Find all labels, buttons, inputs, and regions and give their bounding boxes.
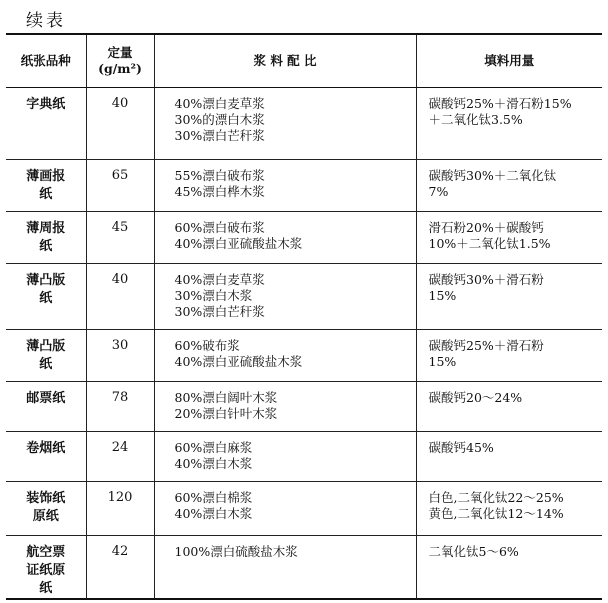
pulp-ratio-line: 30%漂白芒秆浆 — [174, 128, 265, 143]
filler-line: 白色,二氧化钛22～25% — [428, 490, 564, 505]
filler-cell — [416, 432, 602, 482]
weight-value: 40 — [111, 96, 129, 111]
filler-line: 碳酸钙20～24% — [428, 390, 523, 405]
paper-type-cell — [6, 264, 86, 330]
weight-cell — [86, 536, 154, 600]
pulp-ratio-line: 45%漂白桦木浆 — [174, 184, 265, 199]
paper-type-cell — [6, 482, 86, 536]
paper-type-text: 纸 — [39, 581, 53, 596]
filler-cell — [416, 536, 602, 600]
filler-cell — [416, 482, 602, 536]
pulp-ratio-line: 30%漂白木浆 — [174, 288, 253, 303]
weight-cell — [86, 88, 154, 160]
header-filler: 填料用量 — [416, 34, 602, 88]
header-quantitative-unit: (g/m²) — [98, 61, 142, 76]
weight-value: 42 — [111, 544, 129, 559]
pulp-ratio-cell — [154, 330, 416, 382]
paper-spec-table — [6, 33, 602, 600]
table-row — [6, 160, 602, 212]
weight-value: 40 — [111, 272, 129, 287]
paper-type-text: 薄画报 — [26, 169, 66, 184]
filler-line: 15% — [428, 288, 457, 303]
filler-cell — [416, 88, 602, 160]
paper-type-text: 纸 — [39, 357, 53, 372]
paper-type-cell — [6, 212, 86, 264]
paper-type-cell — [6, 382, 86, 432]
table-row — [6, 264, 602, 330]
pulp-ratio-line: 40%漂白麦草浆 — [174, 272, 265, 287]
weight-cell — [86, 482, 154, 536]
filler-line: 碳酸钙45% — [428, 440, 494, 455]
pulp-ratio-cell — [154, 212, 416, 264]
pulp-ratio-cell — [154, 88, 416, 160]
paper-type-cell — [6, 88, 86, 160]
weight-cell — [86, 330, 154, 382]
weight-value: 24 — [111, 440, 129, 455]
filler-cell — [416, 330, 602, 382]
pulp-ratio-line: 40%漂白亚硫酸盐木浆 — [174, 236, 303, 251]
paper-type-text: 薄凸版 — [26, 339, 66, 354]
filler-line: 黄色,二氧化钛12～14% — [428, 506, 564, 521]
pulp-ratio-line: 100%漂白硫酸盐木浆 — [174, 544, 298, 559]
pulp-ratio-line: 60%漂白棉浆 — [174, 490, 253, 505]
weight-cell — [86, 264, 154, 330]
filler-line: 碳酸钙25%＋滑石粉 — [428, 338, 544, 353]
table-row — [6, 88, 602, 160]
paper-type-text: 原纸 — [32, 509, 59, 524]
pulp-ratio-line: 55%漂白破布浆 — [174, 168, 265, 183]
pulp-ratio-cell — [154, 432, 416, 482]
filler-line: 二氧化钛5～6% — [428, 544, 519, 559]
pulp-ratio-line: 40%漂白木浆 — [174, 456, 253, 471]
header-paper-type: 纸张品种 — [6, 34, 86, 88]
paper-type-text: 证纸原 — [26, 563, 66, 578]
paper-type-text: 航空票 — [26, 545, 66, 560]
table-row — [6, 212, 602, 264]
filler-cell — [416, 212, 602, 264]
weight-value: 120 — [107, 490, 133, 505]
paper-type-text: 装饰纸 — [26, 491, 66, 506]
table-row — [6, 482, 602, 536]
filler-line: 碳酸钙30%＋滑石粉 — [428, 272, 544, 287]
pulp-ratio-cell — [154, 160, 416, 212]
paper-type-cell — [6, 160, 86, 212]
table-caption: 续表 — [26, 11, 66, 31]
filler-line: 7% — [428, 184, 449, 199]
filler-line: 10%＋二氧化钛1.5% — [428, 236, 551, 251]
pulp-ratio-line: 30%的漂白木浆 — [174, 112, 265, 127]
pulp-ratio-cell — [154, 382, 416, 432]
pulp-ratio-line: 30%漂白芒秆浆 — [174, 304, 265, 319]
paper-type-text: 薄凸版 — [26, 273, 66, 288]
pulp-ratio-cell — [154, 482, 416, 536]
filler-line: 滑石粉20%＋碳酸钙 — [428, 220, 544, 235]
weight-value: 78 — [111, 390, 129, 405]
paper-type-cell — [6, 432, 86, 482]
header-quantitative-label: 定量 — [107, 45, 133, 60]
paper-type-cell — [6, 536, 86, 600]
pulp-ratio-line: 20%漂白针叶木浆 — [174, 406, 278, 421]
filler-line: ＋二氧化钛3.5% — [428, 112, 523, 127]
pulp-ratio-line: 40%漂白麦草浆 — [174, 96, 265, 111]
paper-type-text: 邮票纸 — [26, 391, 66, 406]
pulp-ratio-line: 40%漂白木浆 — [174, 506, 253, 521]
filler-cell — [416, 160, 602, 212]
weight-value: 30 — [111, 338, 129, 353]
filler-line: 碳酸钙30%＋二氧化钛 — [428, 168, 557, 183]
filler-line: 15% — [428, 354, 457, 369]
table-row — [6, 536, 602, 600]
weight-cell — [86, 160, 154, 212]
pulp-ratio-line: 60%漂白麻浆 — [174, 440, 253, 455]
header-row — [6, 34, 602, 88]
paper-type-text: 纸 — [39, 239, 53, 254]
filler-line: 碳酸钙25%＋滑石粉15% — [428, 96, 572, 111]
pulp-ratio-cell — [154, 264, 416, 330]
table-row — [6, 330, 602, 382]
pulp-ratio-line: 60%破布浆 — [174, 338, 240, 353]
paper-type-text: 纸 — [39, 187, 53, 202]
pulp-ratio-line: 40%漂白亚硫酸盐木浆 — [174, 354, 303, 369]
table-row — [6, 382, 602, 432]
weight-cell — [86, 382, 154, 432]
pulp-ratio-line: 60%漂白破布浆 — [174, 220, 265, 235]
header-pulp-ratio: 浆 料 配 比 — [154, 34, 416, 88]
weight-cell — [86, 212, 154, 264]
pulp-ratio-line: 80%漂白阔叶木浆 — [174, 390, 278, 405]
paper-type-cell — [6, 330, 86, 382]
pulp-ratio-cell — [154, 536, 416, 600]
weight-value: 65 — [111, 168, 129, 183]
header-quantitative — [86, 34, 154, 88]
filler-cell — [416, 264, 602, 330]
weight-value: 45 — [111, 220, 129, 235]
weight-cell — [86, 432, 154, 482]
paper-type-text: 薄周报 — [26, 221, 66, 236]
paper-type-text: 纸 — [39, 291, 53, 306]
filler-cell — [416, 382, 602, 432]
paper-type-text: 字典纸 — [26, 97, 66, 112]
paper-type-text: 卷烟纸 — [26, 441, 66, 456]
table-row — [6, 432, 602, 482]
